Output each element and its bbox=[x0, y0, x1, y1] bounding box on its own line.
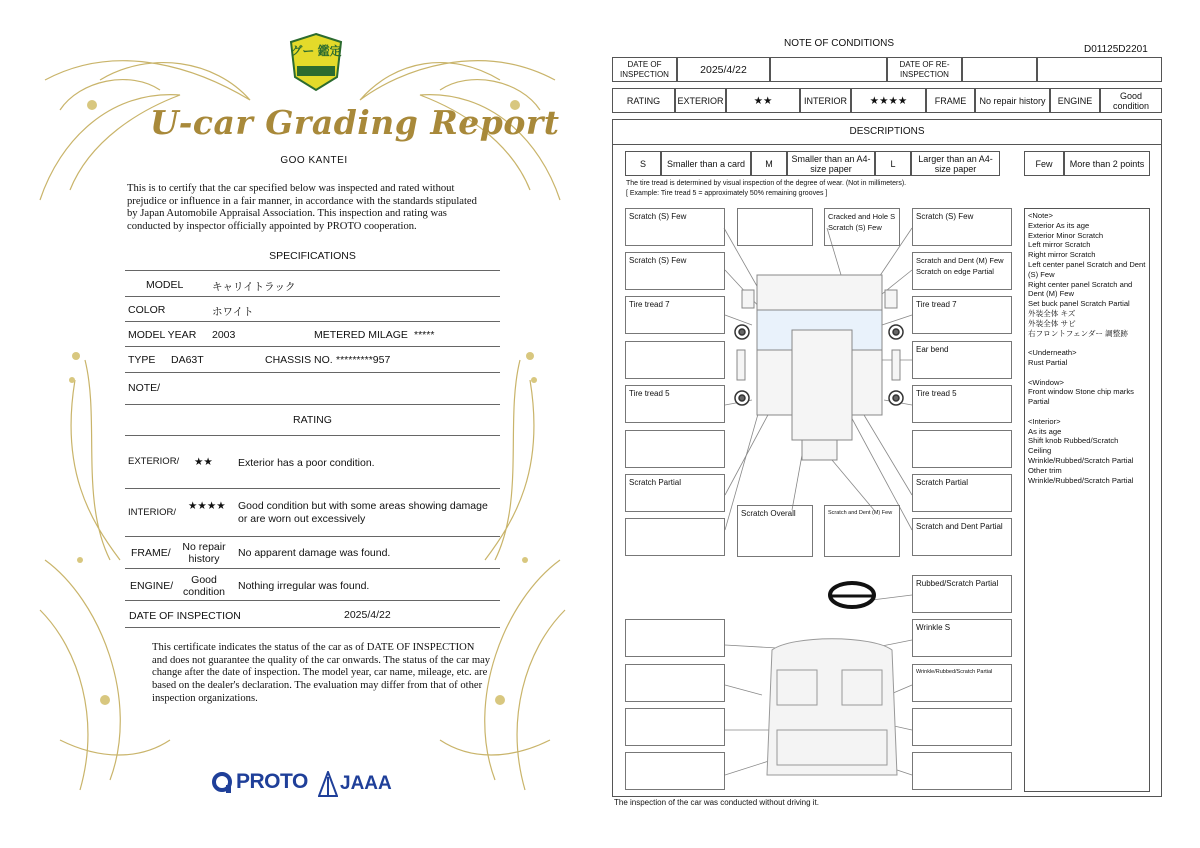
legend-m: M bbox=[751, 151, 787, 176]
date-of-inspection-label: DATE OF INSPECTION bbox=[129, 610, 241, 622]
empty-cell bbox=[770, 57, 887, 82]
legend-few: Few bbox=[1024, 151, 1064, 176]
notes-general: <Note> Exterior As its age Exterior Minor Scratch Left mirror Scratch Right mirror Scratch Left center panel Scratch and Dent (S) Few Right center panel Scratch and Dent (M) Few Set buck panel Scratch Partial 外装全体 キズ 外装全体 サビ 右フロントフェンダー 調整跡 bbox=[1028, 211, 1146, 338]
frame-label: FRAME/ bbox=[131, 547, 171, 559]
condition-box-right-8: Scratch and Dent Partial bbox=[912, 518, 1012, 556]
notes-interior: <Interior> As its age Shift knob Rubbed/Scratch Ceiling Wrinkle/Rubbed/Scratch Partial Other trim Wrinkle/Rubbed/Scratch Partial bbox=[1028, 416, 1134, 485]
certificate-disclaimer: This certificate indicates the status of the car as of DATE OF INSPECTION and does not guarantee the quality of the car onwards. The status of the car may change after the date of inspection. The model year, car name, mileage, etc. are based on the dealer's declaration. The evaluation may differ from that of other inspection organizations. bbox=[152, 642, 491, 704]
divider bbox=[125, 600, 500, 601]
frame-value: No repair history bbox=[975, 88, 1050, 113]
proto-logo-icon bbox=[212, 771, 234, 800]
frame-value: No repair history bbox=[182, 541, 226, 565]
legend-s: S bbox=[625, 151, 661, 176]
color-label: COLOR bbox=[128, 304, 166, 316]
type-value: DA63T bbox=[171, 354, 204, 366]
condition-box-interior-left-1 bbox=[625, 619, 725, 657]
exterior-value: ★★ bbox=[726, 88, 800, 113]
goo-kantei-badge bbox=[289, 32, 343, 92]
model-year-value: 2003 bbox=[212, 329, 236, 341]
divider bbox=[125, 321, 500, 322]
divider bbox=[125, 296, 500, 297]
legend-l-description: Larger than an A4-size paper bbox=[911, 151, 1000, 176]
conditions-title: NOTE OF CONDITIONS bbox=[784, 38, 894, 49]
condition-box-left-8 bbox=[625, 518, 725, 556]
descriptions-heading: DESCRIPTIONS bbox=[612, 119, 1162, 145]
interior-value: ★★★★ bbox=[851, 88, 926, 113]
report-title: U-car Grading Report bbox=[150, 103, 560, 142]
date-of-inspection-value: 2025/4/22 bbox=[677, 57, 770, 82]
divider bbox=[125, 270, 500, 271]
engine-value: Good condition bbox=[1100, 88, 1162, 113]
condition-box-right-3: Tire tread 7 bbox=[912, 296, 1012, 334]
jaaa-logo: JAAA bbox=[340, 773, 392, 794]
tire-tread-example: [ Example: Tire tread 5 = approximately 50% remaining grooves ] bbox=[626, 190, 828, 197]
condition-box-interior-2: Wrinkle S bbox=[912, 619, 1012, 657]
engine-label: ENGINE bbox=[1050, 88, 1100, 113]
badge-text: グー 鑑定 bbox=[290, 44, 342, 58]
model-year-label: MODEL YEAR bbox=[128, 329, 197, 341]
empty-cell bbox=[1037, 57, 1162, 82]
divider bbox=[125, 568, 500, 569]
legend-m-description: Smaller than an A4-size paper bbox=[787, 151, 875, 176]
certification-statement: This is to certify that the car specified below was inspected and rated without prejudice or influence in a fair manner, in accordance with the standards stipulated by Japan Automobile Appraisal Association. This inspection and rating was conducted by inspector officially appointed by PROTO cooperation. bbox=[127, 183, 477, 232]
jaaa-logo-icon bbox=[318, 771, 338, 802]
condition-box-left-1: Scratch (S) Few bbox=[625, 208, 725, 246]
condition-box-right-1: Scratch (S) Few bbox=[912, 208, 1012, 246]
interior-description: Good condition but with some areas showing damage or are worn out excessively bbox=[238, 500, 488, 525]
model-label: MODEL bbox=[146, 279, 184, 291]
reinspection-value bbox=[962, 57, 1037, 82]
chassis-value: *********957 bbox=[336, 354, 391, 366]
condition-box-bottom-2: Scratch and Dent (M) Few bbox=[824, 505, 900, 557]
proto-logo: PROTO bbox=[236, 770, 308, 793]
condition-box-right-7: Scratch Partial bbox=[912, 474, 1012, 512]
mileage-value: ***** bbox=[414, 329, 435, 341]
condition-box-right-4: Ear bend bbox=[912, 341, 1012, 379]
exterior-label: EXTERIOR/ bbox=[128, 456, 180, 467]
mileage-label: METERED MILAGE bbox=[314, 329, 408, 341]
condition-box-left-5: Tire tread 5 bbox=[625, 385, 725, 423]
steering-wheel-icon bbox=[830, 583, 874, 607]
chassis-label: CHASSIS NO. bbox=[265, 354, 333, 366]
rating-label: RATING bbox=[612, 88, 675, 113]
document-id: D01125D2201 bbox=[1084, 44, 1148, 55]
interior-label: INTERIOR bbox=[800, 88, 851, 113]
frame-label: FRAME bbox=[926, 88, 975, 113]
engine-value: Good condition bbox=[182, 574, 226, 598]
date-of-inspection-value: 2025/4/22 bbox=[344, 609, 391, 621]
type-label: TYPE bbox=[128, 354, 156, 366]
divider bbox=[125, 346, 500, 347]
divider bbox=[125, 404, 500, 405]
condition-box-interior-left-4 bbox=[625, 752, 725, 790]
exterior-stars: ★★ bbox=[194, 456, 213, 468]
exterior-description: Exterior has a poor condition. bbox=[238, 457, 375, 469]
condition-box-top-1 bbox=[737, 208, 813, 246]
legend-few-description: More than 2 points bbox=[1064, 151, 1150, 176]
reinspection-label: DATE OF RE-INSPECTION bbox=[887, 57, 962, 82]
exterior-label: EXTERIOR bbox=[675, 88, 726, 113]
frame-description: No apparent damage was found. bbox=[238, 547, 391, 559]
rating-heading: RATING bbox=[293, 414, 332, 426]
tire-tread-note: The tire tread is determined by visual inspection of the degree of wear. (Not in millimeters). bbox=[626, 180, 907, 187]
note-label: NOTE/ bbox=[128, 382, 161, 394]
condition-box-top-2: Cracked and Hole S Scratch (S) Few bbox=[824, 208, 900, 246]
color-value: ホワイト bbox=[212, 306, 254, 318]
divider bbox=[125, 488, 500, 489]
condition-box-interior-1: Rubbed/Scratch Partial bbox=[912, 575, 1012, 613]
specifications-heading: SPECIFICATIONS bbox=[269, 250, 356, 262]
divider bbox=[125, 536, 500, 537]
condition-box-left-2: Scratch (S) Few bbox=[625, 252, 725, 290]
model-value: キャリイトラック bbox=[212, 281, 296, 293]
interior-stars: ★★★★ bbox=[188, 500, 226, 512]
condition-box-bottom-1: Scratch Overall bbox=[737, 505, 813, 557]
condition-box-right-2: Scratch and Dent (M) Few Scratch on edge Partial bbox=[912, 252, 1012, 290]
condition-box-left-6 bbox=[625, 430, 725, 468]
legend-s-description: Smaller than a card bbox=[661, 151, 751, 176]
divider bbox=[125, 627, 500, 628]
date-of-inspection-label: DATE OF INSPECTION bbox=[612, 57, 677, 82]
condition-box-left-7: Scratch Partial bbox=[625, 474, 725, 512]
engine-label: ENGINE/ bbox=[130, 580, 174, 592]
inspection-footer-note: The inspection of the car was conducted without driving it. bbox=[614, 798, 819, 807]
condition-box-right-5: Tire tread 5 bbox=[912, 385, 1012, 423]
report-subtitle: GOO KANTEI bbox=[280, 155, 348, 166]
condition-box-left-3: Tire tread 7 bbox=[625, 296, 725, 334]
divider bbox=[125, 372, 500, 373]
condition-notes bbox=[1024, 208, 1150, 792]
condition-box-interior-left-2 bbox=[625, 664, 725, 702]
condition-box-interior-3: Wrinkle/Rubbed/Scratch Partial bbox=[912, 664, 1012, 702]
condition-box-interior-left-3 bbox=[625, 708, 725, 746]
engine-description: Nothing irregular was found. bbox=[238, 580, 370, 592]
condition-box-left-4 bbox=[625, 341, 725, 379]
notes-window: <Window> Front window Stone chip marks Partial bbox=[1028, 377, 1134, 407]
legend-l: L bbox=[875, 151, 911, 176]
interior-label: INTERIOR/ bbox=[128, 507, 177, 518]
condition-box-right-6 bbox=[912, 430, 1012, 468]
notes-underneath: <Underneath> Rust Partial bbox=[1028, 348, 1077, 367]
condition-box-interior-5 bbox=[912, 752, 1012, 790]
divider bbox=[125, 435, 500, 436]
condition-box-interior-4 bbox=[912, 708, 1012, 746]
